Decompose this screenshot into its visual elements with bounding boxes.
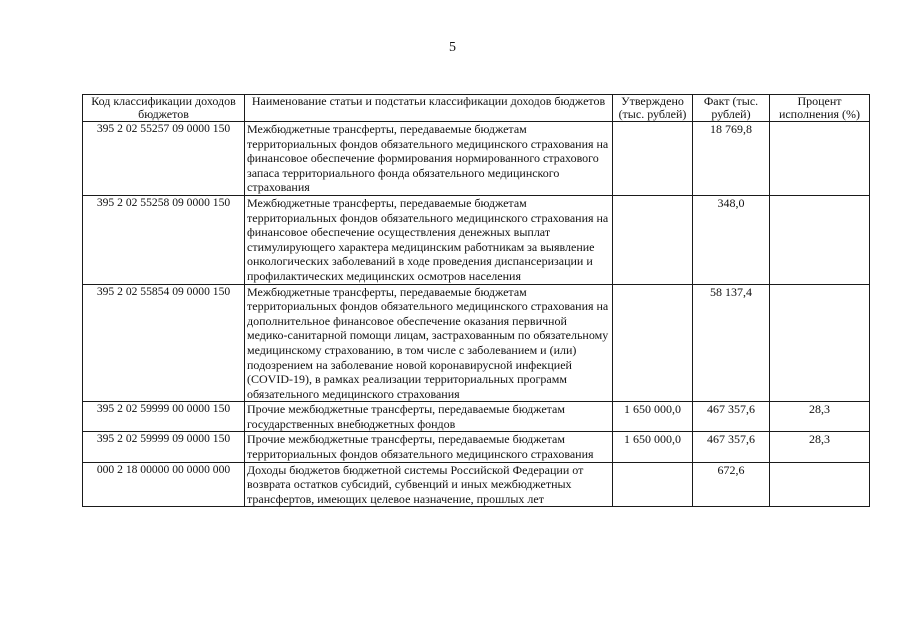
table-row [83, 284, 870, 402]
income-table [82, 94, 870, 507]
cell-percent: 28,3 [770, 432, 870, 462]
cell-code: 000 2 18 00000 00 0000 000 [83, 462, 245, 507]
cell-name: Межбюджетные трансферты, передаваемые бюджетам территориальных фондов обязательного медицинского страхования на финансовое обеспечение формирования нормированного страхового запаса территориального фонда обязательного медицинского страхования [245, 122, 613, 196]
table-row [83, 402, 870, 432]
header-name: Наименование статьи и подстатьи классификации доходов бюджетов [245, 95, 613, 122]
table-row [83, 462, 870, 507]
cell-fact: 672,6 [693, 462, 770, 507]
cell-code: 395 2 02 59999 00 0000 150 [83, 402, 245, 432]
cell-fact: 58 137,4 [693, 284, 770, 402]
cell-approved [613, 462, 693, 507]
cell-percent: 28,3 [770, 402, 870, 432]
header-approved: Утверждено (тыс. рублей) [613, 95, 693, 122]
cell-approved [613, 195, 693, 284]
cell-name: Прочие межбюджетные трансферты, передаваемые бюджетам государственных внебюджетных фондов [245, 402, 613, 432]
cell-name: Межбюджетные трансферты, передаваемые бюджетам территориальных фондов обязательного медицинского страхования на дополнительное финансовое обеспечение оказания первичной медико-санитарной помощи лицам, застрахованным по обязательному медицинскому страхованию, в том числе с заболеванием и (или) подозрением на заболевание новой коронавирусной инфекцией (COVID-19), в рамках реализации территориальных программ обязательного медицинского страхования [245, 284, 613, 402]
cell-name: Межбюджетные трансферты, передаваемые бюджетам территориальных фондов обязательного медицинского страхования на финансовое обеспечение осуществления денежных выплат стимулирующего характера медицинским работникам за выявление онкологических заболеваний в ходе проведения диспансеризации и профилактических медицинских осмотров населения [245, 195, 613, 284]
table-row [83, 122, 870, 196]
header-code: Код классификации доходов бюджетов [83, 95, 245, 122]
table-row [83, 432, 870, 462]
cell-approved [613, 122, 693, 196]
cell-percent [770, 195, 870, 284]
cell-percent [770, 284, 870, 402]
cell-fact: 18 769,8 [693, 122, 770, 196]
cell-name: Прочие межбюджетные трансферты, передаваемые бюджетам территориальных фондов обязательного медицинского страхования [245, 432, 613, 462]
cell-code: 395 2 02 55257 09 0000 150 [83, 122, 245, 196]
cell-fact: 467 357,6 [693, 432, 770, 462]
cell-name: Доходы бюджетов бюджетной системы Российской Федерации от возврата остатков субсидий, субвенций и иных межбюджетных трансфертов, имеющих целевое назначение, прошлых лет [245, 462, 613, 507]
table-row [83, 195, 870, 284]
cell-code: 395 2 02 55258 09 0000 150 [83, 195, 245, 284]
page-number: 5 [449, 40, 456, 55]
cell-fact: 467 357,6 [693, 402, 770, 432]
header-percent: Процент исполнения (%) [770, 95, 870, 122]
cell-approved: 1 650 000,0 [613, 432, 693, 462]
cell-percent [770, 122, 870, 196]
cell-approved [613, 284, 693, 402]
cell-approved: 1 650 000,0 [613, 402, 693, 432]
cell-percent [770, 462, 870, 507]
table-header-row [83, 95, 870, 122]
cell-fact: 348,0 [693, 195, 770, 284]
header-fact: Факт (тыс. рублей) [693, 95, 770, 122]
cell-code: 395 2 02 55854 09 0000 150 [83, 284, 245, 402]
cell-code: 395 2 02 59999 09 0000 150 [83, 432, 245, 462]
